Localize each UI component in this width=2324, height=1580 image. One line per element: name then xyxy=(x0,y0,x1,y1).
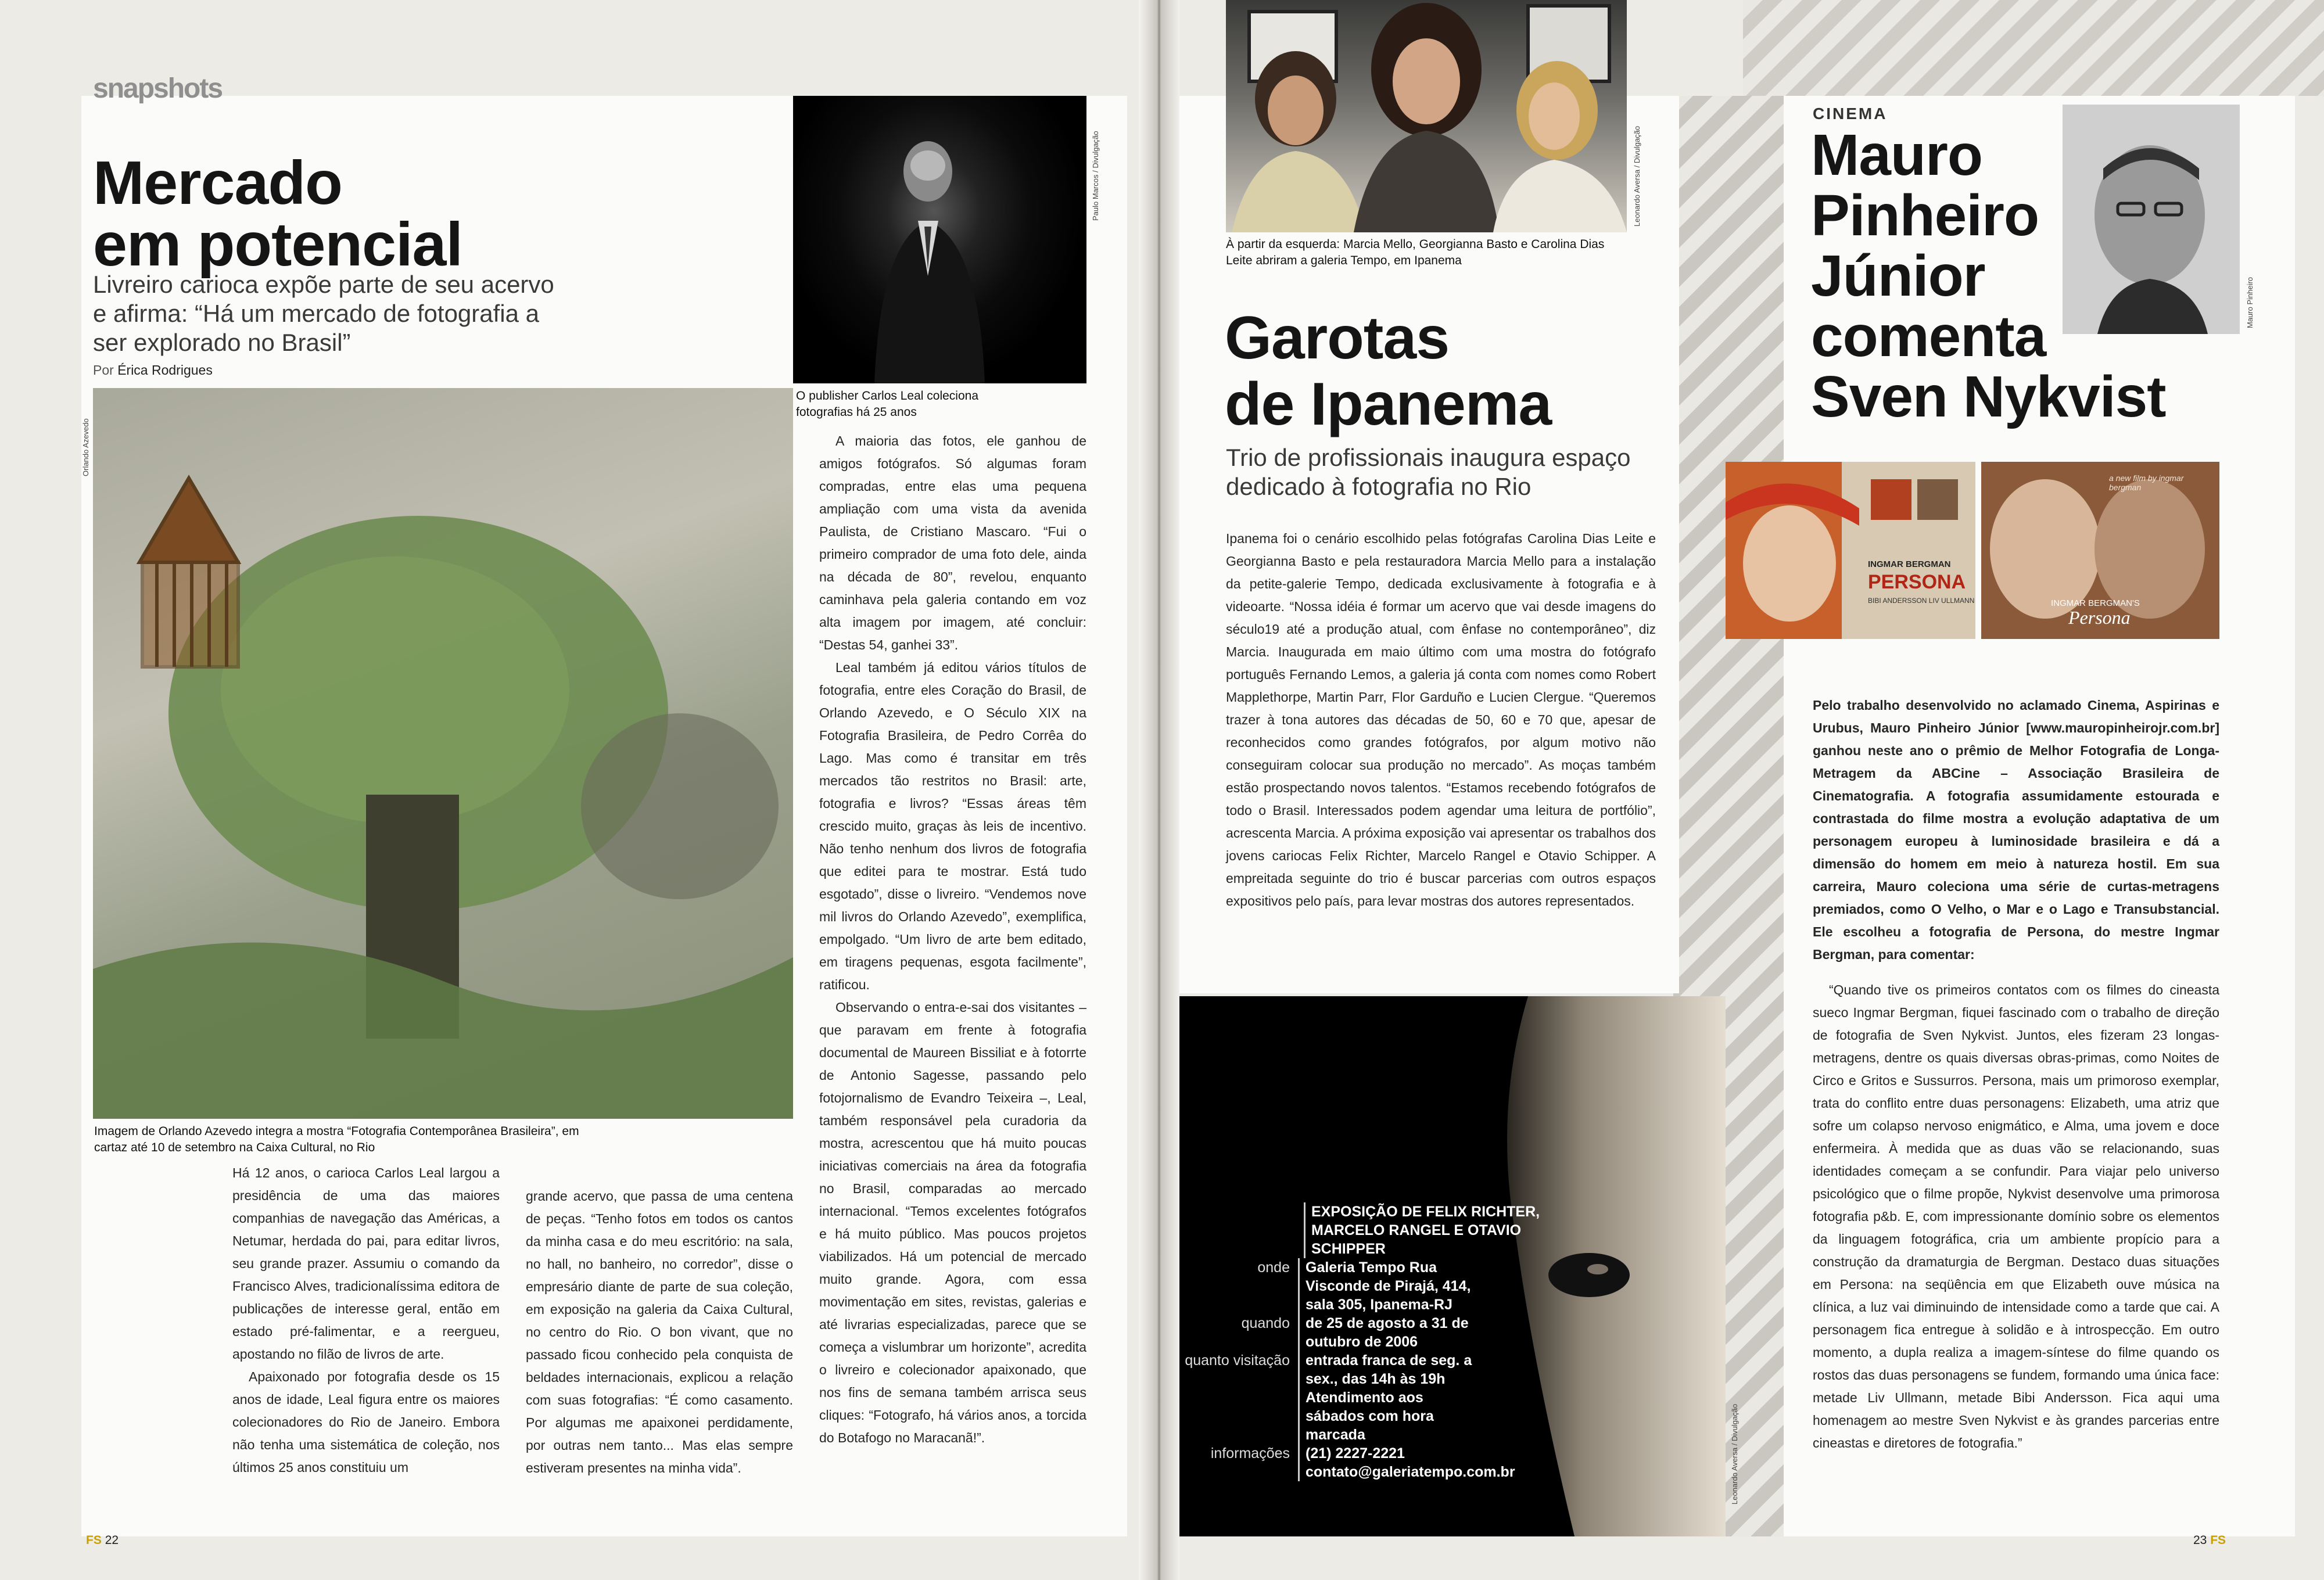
horse-credit: Leonardo Aversa / Divulgação xyxy=(1730,1403,1739,1504)
garotas-body: Ipanema foi o cenário escolhido pelas fotógrafas Carolina Dias Leite e Georgianna Basto e pela restauradora Marcia Mello para a instalação da petite-galerie Tempo, dedicada exclusivamente à fotografia e à videoarte. “Nossa idéia é formar um acervo que vai desde imagens do século19 até a produção atual, com ênfase no contemporâneo”, diz Marcia. Inaugurada em maio último com uma mostra do fotógrafo português Fernando Lemos, a galeria já conta com nomes como Robert Mapplethorpe, Martin Parr, Flor Garduño e Lucien Clergue. “Queremos trazer à tona autores das décadas de 50, 60 e 70 que, apesar de reconhecidos como grandes fotógrafos, por algum motivo não conseguiram colocar sua produção no mercado”. As moças também estão prospectando novos talentos. “Estamos recebendo fotógrafos de todo o Brasil. Interessados podem agendar uma leitura de portfólio”, acrescenta Marcia. A próxima exposição vai apresentar os trabalhos dos jovens cariocas Felix Richter, Marcelo Rangel e Otavio Schipper. A empreitada seguinte do trio é buscar parcerias com outros espaços expositivos pelo país, para levar mostras dos autores representados. xyxy=(1226,531,1656,909)
portrait-photo xyxy=(793,96,1086,383)
cinema-kicker: CINEMA xyxy=(1813,105,1888,123)
info-title: EXPOSIÇÃO DE FELIX RICHTER, MARCELO RANGEL E OTAVIO SCHIPPER xyxy=(1304,1202,1544,1258)
birdcage xyxy=(139,478,238,667)
group-photo-caption: À partir da esquerda: Marcia Mello, Georgianna Basto e Carolina Dias Leite abriram a galeria Tempo, em Ipanema xyxy=(1226,238,1605,267)
left-page xyxy=(0,0,1156,1580)
main-photo-credit: Orlando Azevedo xyxy=(81,418,90,476)
group-photo xyxy=(1226,0,1627,232)
mauro-portrait xyxy=(2063,105,2240,334)
byline: Por Érica Rodrigues xyxy=(93,362,213,378)
group-photo-credit: Leonardo Aversa / Divulgação xyxy=(1633,125,1641,227)
info-when: quando de 25 de agosto a 31 de outubro de 2006 xyxy=(1179,1314,1551,1351)
info-contact: informações (21) 2227-2221 contato@galeriatempo.com.br xyxy=(1179,1444,1551,1481)
right-page xyxy=(1156,0,2324,1580)
garotas-headline: Garotas de Ipanema xyxy=(1225,304,1552,438)
poster1-title: PERSONA xyxy=(1868,571,1966,593)
article-column-3: A maioria das fotos, ele ganhou de amigos fotógrafos. Só algumas foram compradas, entre elas uma pequena ampliação com uma vista da avenida Paulista, de Cristiano Mascaro. “Fui o primeiro comprador de uma foto dele, ainda na década de 80”, revelou, enquanto caminhava pela galeria contando em voz alta imagem por imagem, até concluir: “Destas 54, ganhei 33”. Leal também já editou vários títulos de fotografia, entre eles Coração do Brasil, de Orlando Azevedo, e O Século XIX na Fotografia Brasileira, de Pedro Corrêa do Lago. Mas como é transitar em três mercados tão restritos no Brasil: arte, fotografia e livros? “Essas áreas têm crescido muito, graças às leis de incentivo. Não tenho nenhum dos livros de fotografia que editei para te mostrar. Está tudo esgotado”, disse o livreiro. “Vendemos nove mil livros do Orlando Azevedo”, exemplifica, empolgado. “Um livro de arte bem editado, em tiragens pequenas, esgota facilmente”, ratificou. Observando o entra-e-sai dos visitantes – que paravam em frente à fotografia documental de Maureen Bissiliat e à fotorrte de Antonio Sagesse, passando pelo fotojornalismo de Evandro Teixeira –, Leal, também responsável pela curadoria da mostra, acrescentou que há muito poucas iniciativas comerciais na área da fotografia no Brasil, comparadas ao mercado internacional. “Temos excelentes fotógrafos e há muito público. Mas poucos projetos viabilizados. Há um potencial de mercado muito grande. Agora, com essa movimentação em sites, revistas, galerias e até livrarias especializadas, parece que se começa a vislumbrar um horizonte”, acredita o livreiro e colecionador apaixonado, que nos fins de semana também arrisca seus cliques: “Fotografo, há vários anos, a torcida do Botafogo no Maracanã!”. xyxy=(819,433,1086,1445)
three-women xyxy=(1226,0,1627,232)
article-column-1: Há 12 anos, o carioca Carlos Leal largou a presidência de uma das maiores companhias de navegação das Américas, a Netumar, herdada do pai, para editar livros, seu grande prazer. Assumiu o comando da Francisco Alves, tradicionalíssima editora de publicações de interesse geral, então em estado pré-falimentar, e a reergueu, apostando no filão de livros de arte. Apaixonado por fotografia desde os 15 anos de idade, Leal figura entre os maiores colecionadores do Rio de Janeiro. Embora não tenha uma sistemática de coleção, nos últimos 25 anos constituiu um xyxy=(232,1165,500,1475)
top-stripe-band xyxy=(1743,0,2324,96)
portrait-figure xyxy=(793,96,1086,383)
tree-painting xyxy=(93,388,793,1119)
poster1-name: INGMAR BERGMAN xyxy=(1868,559,1951,569)
cinema-intro: Pelo trabalho desenvolvido no aclamado Cinema, Aspirinas e Urubus, Mauro Pinheiro Júnior [www.mauropinheirojr.com.br] ganhou neste ano o prêmio de Melhor Fotografia de Longa-Metragem da ABCine – Associação Brasileira de Cinematografia. A fotografia assumidamente estourada e contrastada do filme mostra a evolução adaptativa de um personagem europeu à luminosidade brasileira e dá a dimensão do homem em meio à natureza hostil. Em sua carreira, Mauro coleciona uma série de curtas-metragens premiados, como O Velho, o Mar e o Lago e Transubstancial. Ele escolheu a fotografia de Persona, do mestre Ingmar Bergman, para comentar: xyxy=(1813,698,2219,962)
garotas-subheadline: Trio de profissionais inaugura espaço dedicado à fotografia no Rio xyxy=(1226,444,1631,500)
main-photo xyxy=(93,388,793,1119)
spine-gutter xyxy=(1139,0,1179,1580)
persona-poster-2 xyxy=(1981,462,2219,639)
headline: Mercado em potencial xyxy=(93,149,462,279)
persona-poster-1 xyxy=(1726,462,1975,639)
info-price: quanto visitação entrada franca de seg. a sex., das 14h às 19h Atendimento aos sábados com hora marcada xyxy=(1179,1351,1551,1444)
folio-left: FS 22 xyxy=(86,1534,119,1547)
article-column-2: grande acervo, que passa de uma centena de peças. “Tenho fotos em todos os cantos da minha casa e do meu escritório: na sala, no hall, no banheiro, no corredor”, disse o empresário diante de parte de sua coleção, em exposição na galeria da Caixa Cultural, no centro do Rio. O bon vivant, que no passado ficou conhecido pela conquista de beldades internacionais, explicou a relação com suas fotografias: “É como casamento. Por algumas me apaixonei perdidamente, por outras nem tanto... Mas elas sempre estiveram presentes na minha vida”. xyxy=(526,1188,793,1475)
poster2-name: INGMAR BERGMAN'S xyxy=(2051,598,2140,608)
section-label: snapshots xyxy=(93,73,223,104)
folio-right: 23 FS xyxy=(2193,1534,2226,1547)
poster1-cast: BIBI ANDERSSON LIV ULLMANN xyxy=(1868,597,1975,605)
main-photo-caption: Imagem de Orlando Azevedo integra a mostra “Fotografia Contemporânea Brasileira”, em cartaz até 10 de setembro na Caixa Cultural, no Rio xyxy=(94,1125,579,1154)
portrait-credit: Paulo Marcos / Divulgação xyxy=(1091,131,1100,221)
subheadline: Livreiro carioca expõe parte de seu acervo e afirma: “Há um mercado de fotografia a ser explorado no Brasil” xyxy=(93,271,554,356)
info-where: onde Galeria Tempo Rua Visconde de Pirajá, 414, sala 305, Ipanema-RJ xyxy=(1179,1258,1551,1314)
poster2-title: Persona xyxy=(2068,607,2131,628)
poster2-top: a new film by ingmar bergman xyxy=(2109,473,2184,492)
cinema-headline: Mauro Pinheiro Júnior comenta Sven Nykvist xyxy=(1811,123,2166,429)
cinema-quote: “Quando tive os primeiros contatos com os filmes do cineasta sueco Ingmar Bergman, fiquei fascinado com o trabalho de direção de fotografia de Sven Nykvist. Juntos, eles fizeram 23 longas-metragens, dentre os quais diversas obras-primas, como Noites de Circo e Gritos e Sussurros. Persona, mais um primoroso exemplar, trata do conflito entre duas personagens: Elizabeth, uma atriz que sofre um colapso nervoso enigmático, e Alma, uma jovem e doce enfermeira. À medida que as duas vão se relacionando, suas identidades começam a se confundir. Para viajar pelo universo psicológico que o filme propõe, Nykvist desenvolve uma primorosa fotografia p&b. E, com impressionante domínio sobre os elementos da linguagem fotográfica, cria um ambiente propício para a construção da dramaturgia de Bergman. Destaco duas situações em Persona: na seqüência em que Elizabeth ouve música na clínica, a luz vai diminuindo de intensidade como a tarde que cai. A personagem fica entregue à solidão e à introspecção. Em outro momento, a dupla realiza a imagem-síntese do filme quando os rostos das duas personagens se fundem, formando uma única face: metade Liv Ullmann, metade Bibi Andersson. Fica aqui uma homenagem ao mestre Sven Nykvist e às grandes parcerias entre cineastas e diretores de fotografia.” xyxy=(1813,982,2219,1450)
mauro-credit: Mauro Pinheiro xyxy=(2246,276,2254,328)
exhibition-info-box xyxy=(1179,1202,1551,1481)
portrait-caption: O publisher Carlos Leal coleciona fotografias há 25 anos xyxy=(796,389,979,419)
